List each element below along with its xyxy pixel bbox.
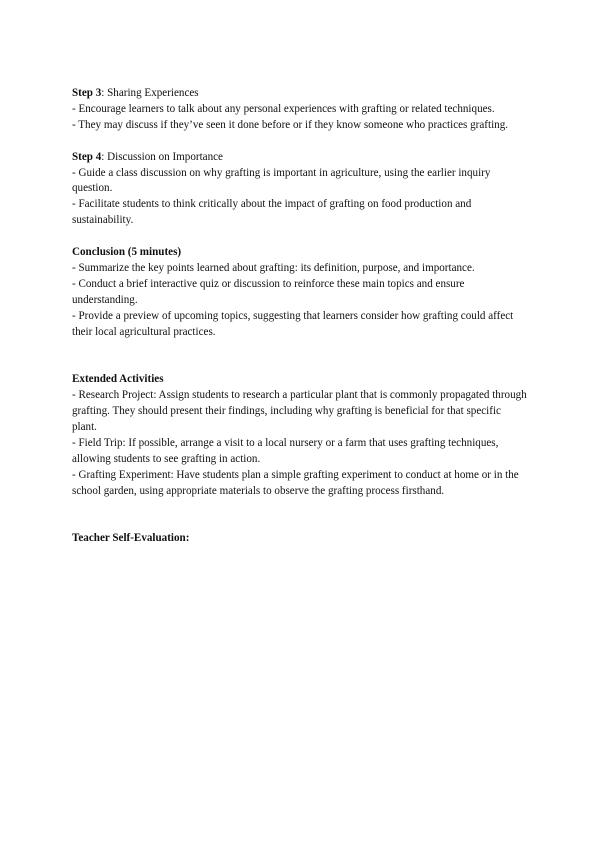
step4-line-2: - Facilitate students to think critically about the impact of grafting on food production and sustainability. <box>72 198 472 227</box>
step4-line-1: - Guide a class discussion on why grafting is important in agriculture, using the earlier inquiry question. <box>72 166 491 195</box>
step4-title: : Discussion on Importance <box>101 150 223 163</box>
step3-title: : Sharing Experiences <box>101 87 199 99</box>
self-evaluation-section <box>72 531 527 547</box>
extended-line-1: - Research Project: Assign students to research a particular plant that is commonly propagated through grafting. They should present their findings, including why grafting is beneficial for that specific plant. <box>72 389 527 433</box>
self-evaluation-heading <box>72 531 527 547</box>
step3-line-2: - They may discuss if they’ve seen it done before or if they know someone who practices grafting. <box>72 118 509 131</box>
self-evaluation-heading-text: Teacher Self-Evaluation: <box>72 532 190 545</box>
extended-activities-heading-text: Extended Activities <box>72 373 164 386</box>
document-page <box>72 86 527 547</box>
step3-section <box>72 86 527 134</box>
conclusion-heading <box>72 245 527 261</box>
extended-line-2: - Field Trip: If possible, arrange a visit to a local nursery or a farm that uses grafting techniques, allowing students to see grafting in action. <box>72 436 499 465</box>
conclusion-heading-text: Conclusion (5 minutes) <box>72 246 182 259</box>
step4-section <box>72 150 527 230</box>
conclusion-line-2: - Conduct a brief interactive quiz or discussion to reinforce these main topics and ensure understanding. <box>72 277 465 306</box>
conclusion-line-3: - Provide a preview of upcoming topics, suggesting that learners consider how grafting could affect their local agricultural practices. <box>72 309 514 338</box>
conclusion-line-1: - Summarize the key points learned about grafting: its definition, purpose, and importance. <box>72 261 475 274</box>
conclusion-section <box>72 245 527 340</box>
step3-line-1: - Encourage learners to talk about any personal experiences with grafting or related techniques. <box>72 102 495 115</box>
step3-heading: Step 3 <box>72 87 102 99</box>
step4-title-line <box>72 150 527 166</box>
step4-heading: Step 4 <box>72 150 102 163</box>
step3-title-line <box>72 86 527 102</box>
extended-activities-heading <box>72 372 527 388</box>
extended-activities-section <box>72 372 527 499</box>
extended-line-3: - Grafting Experiment: Have students plan a simple grafting experiment to conduct at home or in the school garden, using appropriate materials to observe the grafting process firsthand. <box>72 468 519 497</box>
